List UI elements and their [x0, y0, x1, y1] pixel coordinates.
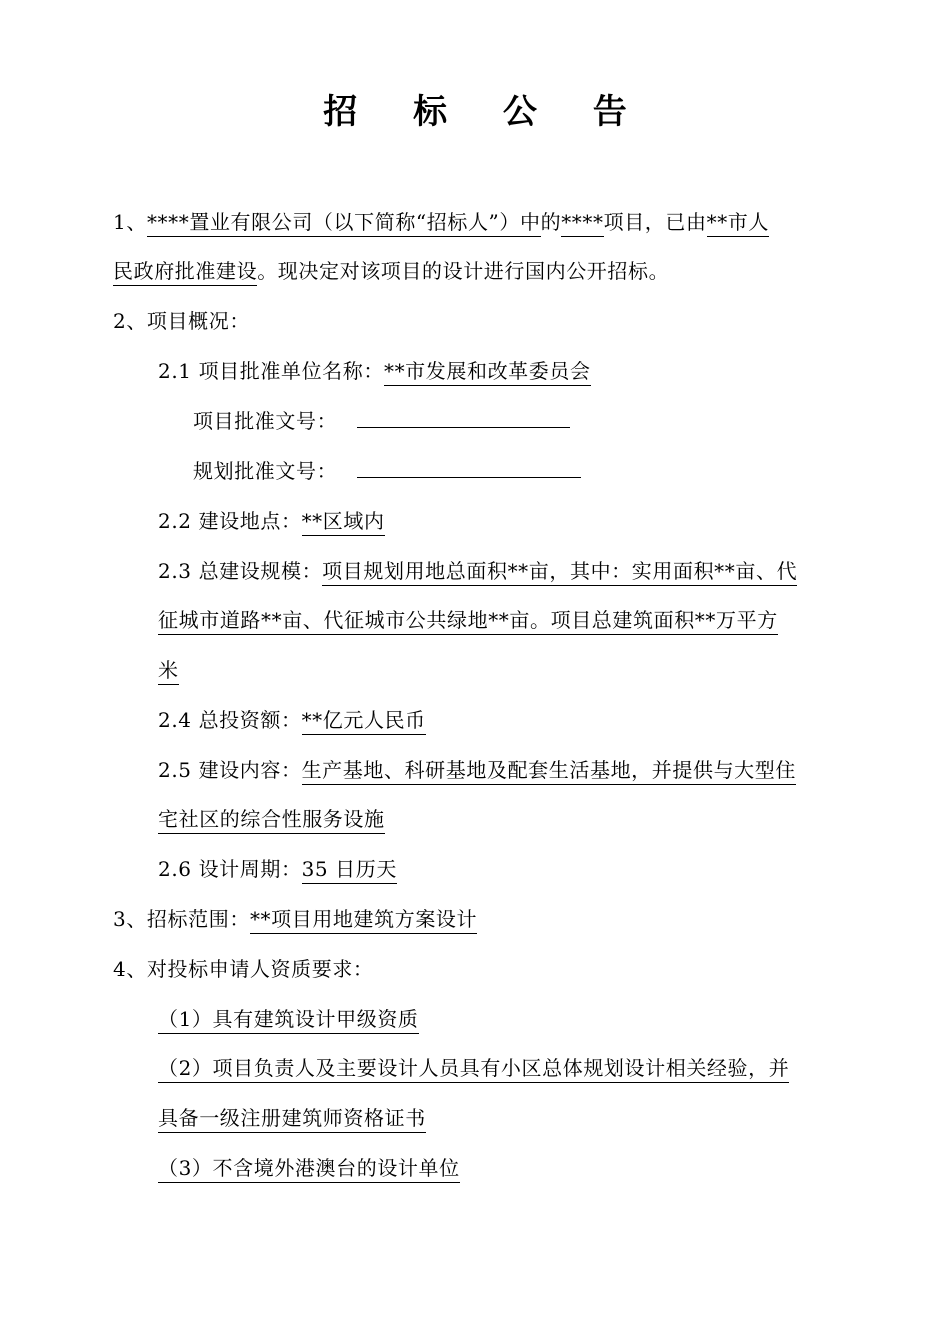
item-2-6-label: 2.6 设计周期： [158, 857, 302, 881]
section-4-heading: 4、对投标申请人资质要求： [113, 957, 374, 981]
item-2-5-value-line-1: 生产基地、科研基地及配套生活基地，并提供与大型住 [302, 758, 796, 785]
section-1-line-1 [113, 207, 769, 237]
item-2-3-value-line-2: 征城市道路**亩、代征城市公共绿地**亩。项目总建筑面积**万平方 [158, 608, 778, 635]
section-1-number: 1、 [113, 210, 147, 234]
section-1-text-de: 的 [540, 210, 562, 234]
section-1-text-tender: 。现决定对该项目的设计进行国内公开招标。 [257, 259, 670, 283]
section-3-value: **项目用地建筑方案设计 [250, 907, 477, 934]
requirement-2-text-line-1: （2）项目负责人及主要设计人员具有小区总体规划设计相关经验，并 [158, 1056, 789, 1083]
item-2-2-label: 2.2 建设地点： [158, 509, 302, 533]
item-2-3-line-2 [158, 605, 778, 635]
page-title: 招 标 公 告 [323, 92, 649, 132]
section-1-line-2 [113, 256, 669, 286]
item-2-6 [158, 854, 397, 884]
approval-doc-blank [357, 407, 570, 428]
item-2-3-line-3 [158, 655, 179, 685]
requirement-3 [158, 1153, 460, 1183]
requirement-3-text: （3）不含境外港澳台的设计单位 [158, 1156, 460, 1183]
item-2-6-value: 35 日历天 [302, 857, 397, 884]
item-2-5-line-1 [158, 755, 796, 785]
requirement-1 [158, 1004, 419, 1034]
item-2-4-label: 2.4 总投资额： [158, 708, 302, 732]
item-2-4 [158, 705, 426, 735]
government-name-part-2: 民政府批准建设 [113, 259, 257, 286]
item-2-3-line-1 [158, 556, 797, 586]
item-2-3-label: 2.3 总建设规模： [158, 559, 323, 583]
item-2-3-value-line-1: 项目规划用地总面积**亩，其中：实用面积**亩、代 [322, 559, 797, 586]
item-2-5-line-2 [158, 804, 385, 834]
government-name-part-1: **市人 [707, 210, 769, 237]
section-2-heading: 2、项目概况： [113, 309, 250, 333]
item-2-5-label: 2.5 建设内容： [158, 758, 302, 782]
requirement-2-text-line-2: 具备一级注册建筑师资格证书 [158, 1106, 426, 1133]
plan-doc-label: 规划批准文号： [193, 459, 338, 483]
item-2-1 [158, 356, 591, 386]
plan-doc-blank [357, 457, 581, 478]
section-3 [113, 904, 477, 934]
item-2-1-value: **市发展和改革委员会 [384, 359, 591, 386]
approval-doc-label: 项目批准文号： [193, 409, 338, 433]
approval-doc-row [193, 406, 570, 436]
project-name: **** [561, 210, 603, 237]
item-2-1-label: 2.1 项目批准单位名称： [158, 359, 384, 383]
tenderer-company: ****置业有限公司（以下简称“招标人”）中 [147, 210, 541, 237]
plan-doc-row [193, 456, 581, 486]
requirement-1-text: （1）具有建筑设计甲级资质 [158, 1007, 419, 1034]
item-2-2 [158, 506, 385, 536]
item-2-3-value-line-3: 米 [158, 658, 179, 685]
section-1-text-approved: 项目，已由 [603, 210, 707, 234]
requirement-2-line-1 [158, 1053, 789, 1083]
item-2-2-value: **区域内 [302, 509, 385, 536]
item-2-5-value-line-2: 宅社区的综合性服务设施 [158, 807, 385, 834]
item-2-4-value: **亿元人民币 [302, 708, 426, 735]
requirement-2-line-2 [158, 1103, 426, 1133]
section-3-label: 3、招标范围： [113, 907, 250, 931]
